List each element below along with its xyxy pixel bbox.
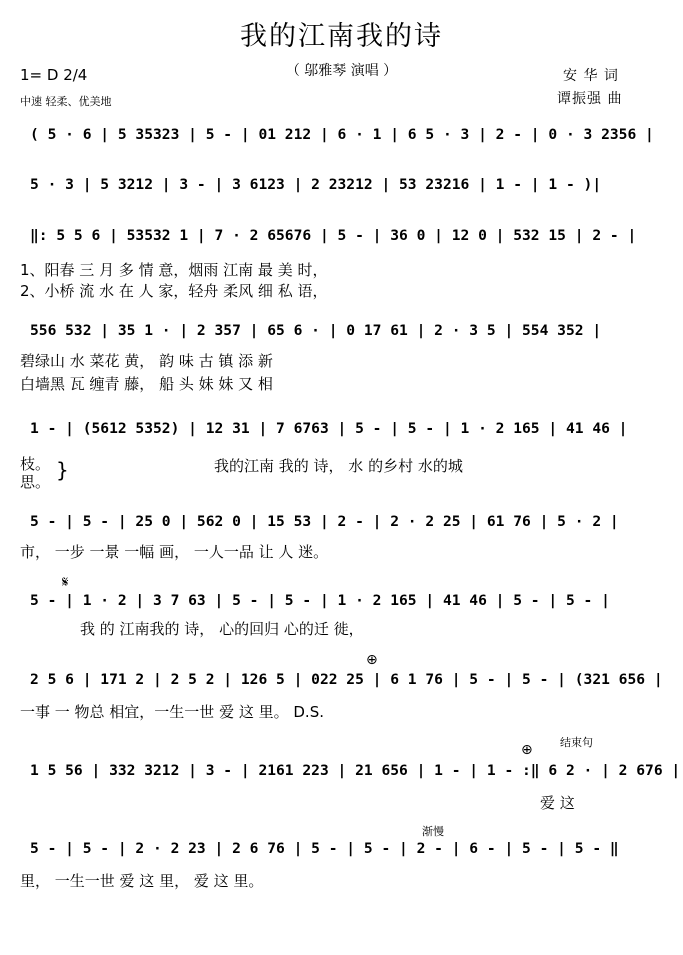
lyric-row-8: 一事 一 物总 相宜，一生一世 爱 这 里。 D.S. [20, 703, 324, 721]
notation-row-8: 2 5 6 | 171 2 | 2 5 2 | 126 5 | 022 25 | 6 1 76 | 5 - | 5 - | (321 656 | [30, 671, 663, 688]
notation-row-1: ( 5 · 6 | 5 35323 | 5 - | 01 212 | 6 · 1 | 6 5 · 3 | 2 - | 0 · 3 2356 | [30, 126, 654, 143]
key-signature: 1= D 2/4 [20, 66, 88, 84]
coda-label: 结束句 [560, 736, 593, 749]
segno-sign: 𝄋 [62, 573, 69, 591]
lyric-row-4-verse-1: 碧绿山 水 菜花 黄， 韵 味 古 镇 添 新 [20, 352, 273, 370]
notation-row-10: 5 - | 5 - | 2 · 2 23 | 2 6 76 | 5 - | 5 - | 2 - | 6 - | 5 - | 5 - ‖ [30, 840, 619, 857]
lyric-row-7: 我 的 江南我的 诗， 心的回归 心的迁 徙， [80, 620, 364, 638]
notation-row-3: ‖: 5 5 6 | 53532 1 | 7 · 2 65676 | 5 - | 36 0 | 12 0 | 532 15 | 2 - | [30, 227, 637, 244]
lyric-row-9: 爱 这 [540, 794, 575, 812]
lyric-row-5-chorus: 我的江南 我的 诗， 水 的乡村 水的城 [214, 457, 463, 475]
composer-credit: 谭振强 曲 [557, 91, 623, 107]
notation-row-2: 5 · 3 | 5 3212 | 3 - | 3 6123 | 2 23212 | 53 23216 | 1 - | 1 - )| [30, 176, 602, 193]
verse-brace: } [56, 458, 69, 482]
lyricist-credit: 安 华 词 [563, 68, 619, 84]
lyric-row-6: 市， 一步 一景 一幅 画， 一人一品 让 人 迷。 [20, 543, 329, 561]
song-title: 我的江南我的诗 [240, 21, 443, 52]
coda-sign: ⊕ [366, 652, 378, 668]
notation-row-4: 556 532 | 35 1 · | 2 357 | 65 6 · | 0 17 61 | 2 · 3 5 | 554 352 | [30, 322, 602, 339]
notation-row-6: 5 - | 5 - | 25 0 | 562 0 | 15 53 | 2 - | 2 · 2 25 | 61 76 | 5 · 2 | [30, 513, 619, 530]
lyric-row-10: 里， 一生一世 爱 这 里， 爱 这 里。 [20, 872, 264, 890]
notation-row-7: 5 - | 1 · 2 | 3 7 63 | 5 - | 5 - | 1 · 2 165 | 41 46 | 5 - | 5 - | [30, 592, 610, 609]
singer-credit: （ 邬雅琴 演唱 ） [285, 63, 398, 79]
notation-row-5: 1 - | (5612 5352) | 12 31 | 7 6763 | 5 - | 5 - | 1 · 2 165 | 41 46 | [30, 420, 628, 437]
lyric-row-5-verse-2: 思。 [20, 473, 51, 491]
lyric-row-5-verse-1: 枝。 [20, 455, 51, 473]
tempo-marking: 中速 轻柔、优美地 [20, 95, 112, 108]
lyric-row-4-verse-2: 白墙黑 瓦 缠青 藤， 船 头 妹 妹 又 相 [20, 375, 273, 393]
ritardando-mark: 渐慢 [422, 825, 444, 838]
lyric-row-3-verse-1: 1、阳春 三 月 多 情 意，烟雨 江南 最 美 时， [20, 261, 328, 279]
notation-row-9: 1 5 56 | 332 3212 | 3 - | 2161 223 | 21 656 | 1 - | 1 - :‖ 6 2 · | 2 676 | [30, 762, 681, 779]
lyric-row-3-verse-2: 2、小桥 流 水 在 人 家，轻舟 柔风 细 私 语， [20, 282, 328, 300]
coda-sign-2: ⊕ [521, 742, 533, 758]
